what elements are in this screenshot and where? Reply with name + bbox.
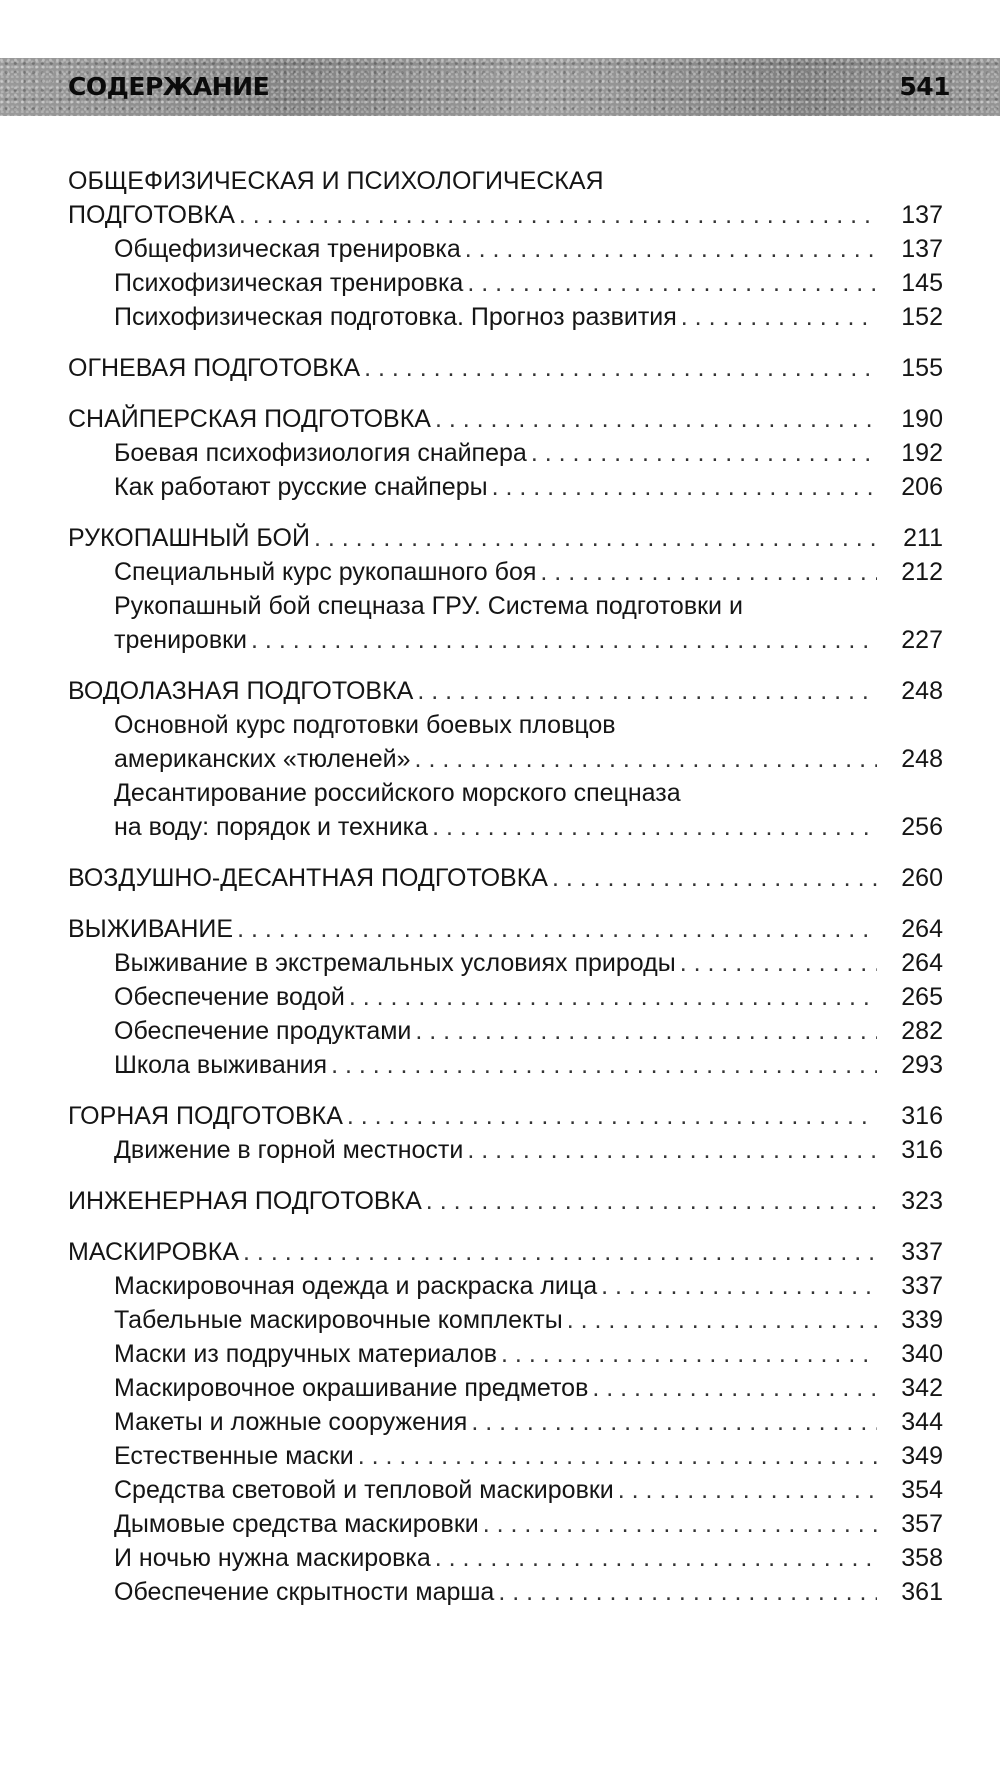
toc-section-heading[interactable]	[68, 1235, 943, 1269]
dot-leader	[331, 1048, 877, 1082]
toc-subentry-page: 137	[901, 235, 943, 263]
toc-section-heading-title: ОГНЕВАЯ ПОДГОТОВКА	[68, 354, 361, 382]
toc-subentry-page: 192	[901, 439, 943, 467]
toc-subentry-page: 357	[901, 1510, 943, 1538]
toc-subentry-title: тренировки	[114, 626, 248, 654]
dot-leader	[314, 521, 877, 555]
dot-leader	[251, 623, 877, 657]
toc-subentry-title: Обеспечение водой	[114, 983, 345, 1011]
toc-subentry-page: 337	[901, 1272, 943, 1300]
toc-section-heading-title: ГОРНАЯ ПОДГОТОВКА	[68, 1102, 343, 1130]
toc-subentry[interactable]	[68, 300, 943, 334]
toc-section	[68, 912, 943, 1082]
toc-section	[68, 402, 943, 504]
toc-section-heading-page: 190	[901, 405, 943, 433]
toc-subentry-title: Макеты и ложные сооружения	[114, 1408, 468, 1436]
toc-subentry-title: Общефизическая тренировка	[114, 235, 461, 263]
toc-section-heading-page: 337	[901, 1238, 943, 1266]
toc-subentry-page: 206	[901, 473, 943, 501]
toc-section-heading-title: ВОДОЛАЗНАЯ ПОДГОТОВКА	[68, 677, 414, 705]
toc-subentry-page: 340	[901, 1340, 943, 1368]
toc-section	[68, 1184, 943, 1218]
toc-section-heading[interactable]	[68, 521, 943, 555]
toc-subentry[interactable]	[68, 742, 943, 776]
toc-subentry-page: 248	[901, 745, 943, 773]
dot-leader	[501, 1337, 877, 1371]
toc-section-heading-title: ВЫЖИВАНИЕ	[68, 915, 234, 943]
toc-subentry-first-line[interactable]: Рукопашный бой спецназа ГРУ. Система подготовки и	[114, 592, 743, 620]
toc-subentry-page: 212	[901, 558, 943, 586]
toc-section-heading-title: ВОЗДУШНО-ДЕСАНТНАЯ ПОДГОТОВКА	[68, 864, 548, 892]
toc-subentry-title: Средства световой и тепловой маскировки	[114, 1476, 614, 1504]
dot-leader	[417, 674, 877, 708]
toc-subentry-page: 152	[901, 303, 943, 331]
toc-section-heading-title: СНАЙПЕРСКАЯ ПОДГОТОВКА	[68, 405, 431, 433]
toc-subentry[interactable]	[68, 1048, 943, 1082]
toc-subentry-page: 293	[901, 1051, 943, 1079]
toc-section-heading-title: РУКОПАШНЫЙ БОЙ	[68, 524, 310, 552]
toc-subentry-page: 361	[901, 1578, 943, 1606]
toc-section-heading-page: 316	[901, 1102, 943, 1130]
toc-subentry-page: 349	[901, 1442, 943, 1470]
toc-section-heading[interactable]	[68, 674, 943, 708]
toc-subentry[interactable]	[68, 1303, 943, 1337]
toc-section	[68, 1235, 943, 1609]
toc-subentry-title: Как работают русские снайперы	[114, 473, 488, 501]
toc-section-heading[interactable]	[68, 198, 943, 232]
toc-subentry[interactable]	[68, 1337, 943, 1371]
toc-subentry-title: Специальный курс рукопашного боя	[114, 558, 537, 586]
toc-section	[68, 521, 943, 657]
toc-subentry-title: Дымовые средства маскировки	[114, 1510, 479, 1538]
toc-subentry-title: Табельные маскировочные комплекты	[114, 1306, 563, 1334]
toc-subentry-page: 265	[901, 983, 943, 1011]
toc-subentry[interactable]	[68, 436, 943, 470]
dot-leader	[432, 810, 877, 844]
dot-leader	[681, 300, 877, 334]
toc-subentry-title: И ночью нужна маскировка	[114, 1544, 431, 1572]
toc-section-heading-title: ПОДГОТОВКА	[68, 201, 235, 229]
toc-section-heading-page: 260	[901, 864, 943, 892]
toc-subentry[interactable]	[68, 810, 943, 844]
dot-leader	[567, 1303, 877, 1337]
toc-subentry-title: Обеспечение продуктами	[114, 1017, 412, 1045]
toc-subentry-title: Естественные маски	[114, 1442, 354, 1470]
dot-leader	[358, 1439, 877, 1473]
dot-leader	[680, 946, 877, 980]
dot-leader	[237, 912, 877, 946]
toc-subentry-title: Психофизическая подготовка. Прогноз развития	[114, 303, 677, 331]
running-header-title: СОДЕРЖАНИЕ	[68, 72, 270, 101]
toc-subentry-title: Маски из подручных материалов	[114, 1340, 498, 1368]
toc-section-heading[interactable]	[68, 351, 943, 385]
dot-leader	[540, 555, 877, 589]
toc-subentry[interactable]	[68, 232, 943, 266]
toc-subentry[interactable]	[68, 1269, 943, 1303]
table-of-contents	[68, 164, 943, 1626]
dot-leader	[435, 402, 877, 436]
toc-section-heading-page: 248	[901, 677, 943, 705]
toc-subentry-first-line[interactable]: Десантирование российского морского спецназа	[114, 779, 681, 807]
toc-subentry[interactable]	[68, 1473, 943, 1507]
dot-leader	[349, 980, 877, 1014]
dot-leader	[498, 1575, 877, 1609]
dot-leader	[426, 1184, 877, 1218]
toc-subentry[interactable]	[68, 980, 943, 1014]
toc-section	[68, 164, 943, 334]
toc-subentry-title: американских «тюленей»	[114, 745, 411, 773]
toc-section	[68, 861, 943, 895]
dot-leader	[243, 1235, 877, 1269]
page-number: 541	[899, 72, 950, 101]
toc-subentry-page: 316	[901, 1136, 943, 1164]
dot-leader	[415, 1014, 877, 1048]
toc-subentry[interactable]	[68, 470, 943, 504]
toc-subentry[interactable]	[68, 1507, 943, 1541]
toc-subentry[interactable]	[68, 1133, 943, 1167]
dot-leader	[492, 470, 877, 504]
toc-subentry[interactable]	[68, 1575, 943, 1609]
toc-subentry[interactable]	[68, 1014, 943, 1048]
toc-subentry-title: Движение в горной местности	[114, 1136, 464, 1164]
toc-subentry-page: 256	[901, 813, 943, 841]
dot-leader	[239, 198, 877, 232]
toc-subentry[interactable]	[68, 623, 943, 657]
toc-subentry-title: на воду: порядок и техника	[114, 813, 429, 841]
toc-section	[68, 1099, 943, 1167]
dot-leader	[415, 742, 877, 776]
toc-subentry-title: Обеспечение скрытности марша	[114, 1578, 495, 1606]
dot-leader	[601, 1269, 877, 1303]
toc-section-heading-page: 211	[903, 524, 943, 552]
dot-leader	[364, 351, 877, 385]
dot-leader	[618, 1473, 877, 1507]
toc-subentry[interactable]	[68, 1439, 943, 1473]
toc-subentry-page: 282	[901, 1017, 943, 1045]
toc-section-heading-page: 155	[901, 354, 943, 382]
toc-section-heading[interactable]	[68, 912, 943, 946]
toc-section-heading[interactable]	[68, 861, 943, 895]
toc-subentry-page: 145	[901, 269, 943, 297]
toc-subentry-page: 227	[901, 626, 943, 654]
toc-section-heading[interactable]	[68, 1184, 943, 1218]
toc-subentry-page: 358	[901, 1544, 943, 1572]
toc-subentry-title: Маскировочное окрашивание предметов	[114, 1374, 589, 1402]
toc-subentry-first-line[interactable]: Основной курс подготовки боевых пловцов	[114, 711, 616, 739]
toc-subentry[interactable]	[68, 946, 943, 980]
dot-leader	[531, 436, 877, 470]
toc-subentry[interactable]	[68, 1405, 943, 1439]
toc-section-heading-title: МАСКИРОВКА	[68, 1238, 240, 1266]
toc-subentry-title: Боевая психофизиология снайпера	[114, 439, 527, 467]
toc-subentry-page: 354	[901, 1476, 943, 1504]
dot-leader	[435, 1541, 877, 1575]
toc-subentry-title: Выживание в экстремальных условиях природы	[114, 949, 676, 977]
toc-section-heading-page: 264	[901, 915, 943, 943]
toc-subentry-page: 264	[901, 949, 943, 977]
dot-leader	[483, 1507, 877, 1541]
toc-section-heading-page: 323	[901, 1187, 943, 1215]
toc-section	[68, 351, 943, 385]
dot-leader	[467, 1133, 877, 1167]
toc-subentry[interactable]	[68, 1371, 943, 1405]
toc-subentry-title: Психофизическая тренировка	[114, 269, 464, 297]
toc-section-heading-title: ИНЖЕНЕРНАЯ ПОДГОТОВКА	[68, 1187, 422, 1215]
dot-leader	[592, 1371, 877, 1405]
dot-leader	[467, 266, 877, 300]
toc-subentry-page: 344	[901, 1408, 943, 1436]
toc-subentry[interactable]	[68, 555, 943, 589]
toc-section	[68, 674, 943, 844]
dot-leader	[465, 232, 877, 266]
dot-leader	[471, 1405, 877, 1439]
toc-section-heading[interactable]	[68, 402, 943, 436]
dot-leader	[347, 1099, 877, 1133]
toc-subentry[interactable]	[68, 1541, 943, 1575]
toc-section-heading[interactable]	[68, 1099, 943, 1133]
dot-leader	[552, 861, 877, 895]
toc-section-heading-page: 137	[901, 201, 943, 229]
toc-subentry-page: 339	[901, 1306, 943, 1334]
toc-subentry[interactable]	[68, 266, 943, 300]
toc-subentry-title: Маскировочная одежда и раскраска лица	[114, 1272, 598, 1300]
toc-section-heading-first-line[interactable]: ОБЩЕФИЗИЧЕСКАЯ И ПСИХОЛОГИЧЕСКАЯ	[68, 167, 604, 195]
toc-subentry-page: 342	[901, 1374, 943, 1402]
toc-subentry-title: Школа выживания	[114, 1051, 328, 1079]
